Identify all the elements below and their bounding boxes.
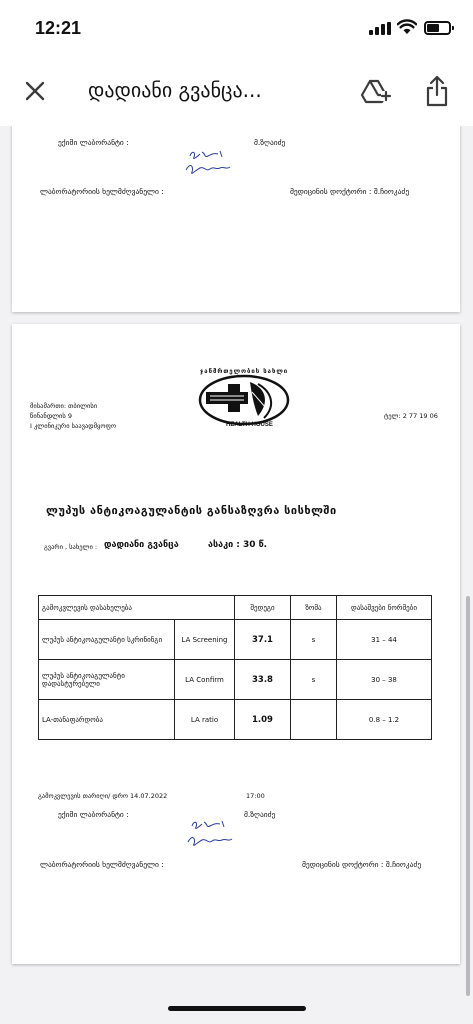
- row-unit: [291, 700, 337, 740]
- row-unit: s: [291, 660, 337, 700]
- table-row: [39, 660, 432, 700]
- table-row: [39, 700, 432, 740]
- viewer-header: [0, 58, 473, 126]
- share-icon[interactable]: [424, 74, 450, 108]
- cellular-signal-icon: [369, 22, 391, 35]
- patient-age: ასაკი : 30 წ.: [208, 540, 268, 550]
- lab-doctor-label: ექიმი ლაბორანტი :: [58, 810, 129, 819]
- row-norm: 0.8 – 1.2: [337, 700, 432, 740]
- document-viewer[interactable]: [0, 126, 473, 996]
- row-code: LA ratio: [175, 700, 235, 740]
- row-unit: s: [291, 620, 337, 660]
- table-header-row: [39, 596, 432, 620]
- medical-director-label: მედიცინის დოქტორი : შ.ჩიოკაძე: [290, 187, 410, 196]
- lab-doctor-name: მ.ზღაიძე: [244, 810, 276, 819]
- row-norm: 30 – 38: [337, 660, 432, 700]
- address-line-1: მისამართი: თბილისი: [30, 402, 98, 410]
- row-result: 33.8: [235, 660, 291, 700]
- status-bar: [0, 0, 473, 58]
- header-result: შედეგი: [235, 596, 291, 620]
- header-test: გამოკვლევის დასახელება: [39, 596, 235, 620]
- lab-doctor-name: მ.ზღაიძე: [254, 138, 286, 147]
- battery-icon: [424, 21, 451, 35]
- wifi-icon: [397, 19, 417, 35]
- row-result: 1.09: [235, 700, 291, 740]
- close-icon[interactable]: [22, 78, 48, 104]
- address-line-2: წინანდლის 9: [30, 412, 73, 420]
- status-time: 12:21: [35, 18, 82, 38]
- document-title: დადიანი გვანცა...: [88, 78, 262, 102]
- document-page-1: [12, 126, 460, 312]
- report-heading: ლუპუს ანტიკოაგულანტის განსაზღვრა სისხლში: [46, 504, 337, 517]
- row-name: ლუპუს ანტიკოაგულანტი დადასტურებელი: [39, 660, 175, 700]
- logo-name: ჯანმრთელობის სახლი: [200, 368, 289, 375]
- results-table: [38, 595, 432, 740]
- signature-image: [180, 148, 238, 182]
- logo-subtitle: HEALTH HOUSE: [226, 422, 273, 428]
- lab-doctor-label: ექიმი ლაბორანტი :: [58, 138, 129, 147]
- signature-image: [182, 818, 240, 854]
- table-row: [39, 620, 432, 660]
- medical-director-label: მედიცინის დოქტორი : შ.ჩიოკაძე: [302, 860, 422, 869]
- row-name: ლუპუს ანტიკოაგულანტი სკრინინგი: [39, 620, 175, 660]
- lab-head-label: ლაბორატორიის ხელმძღვანელი :: [40, 187, 164, 196]
- lab-head-label: ლაბორატორიის ხელმძღვანელი :: [40, 860, 164, 869]
- row-name: LA-თანაფარდობა: [39, 700, 175, 740]
- row-code: LA Confirm: [175, 660, 235, 700]
- add-to-drive-icon[interactable]: [360, 77, 392, 107]
- header-unit: ზომა: [291, 596, 337, 620]
- home-indicator-area: [0, 996, 473, 1024]
- patient-label: გვარი , სახელი :: [44, 543, 98, 551]
- address-line-3: I კლინიკური საავადმყოფო: [30, 422, 116, 430]
- phone-number: ტელ: 2 77 19 06: [384, 412, 438, 420]
- row-code: LA Screening: [175, 620, 235, 660]
- test-time: 17:00: [246, 792, 265, 800]
- home-indicator[interactable]: [168, 1006, 306, 1011]
- header-norm: დასაშვები ნორმები: [337, 596, 432, 620]
- document-page-2: [12, 324, 460, 964]
- scrollbar[interactable]: [466, 596, 470, 996]
- patient-name: დადიანი გვანცა: [104, 540, 179, 550]
- row-result: 37.1: [235, 620, 291, 660]
- test-date-label: გამოკვლევის თარიღი/ დრო 14.07.2022: [38, 792, 168, 800]
- row-norm: 31 – 44: [337, 620, 432, 660]
